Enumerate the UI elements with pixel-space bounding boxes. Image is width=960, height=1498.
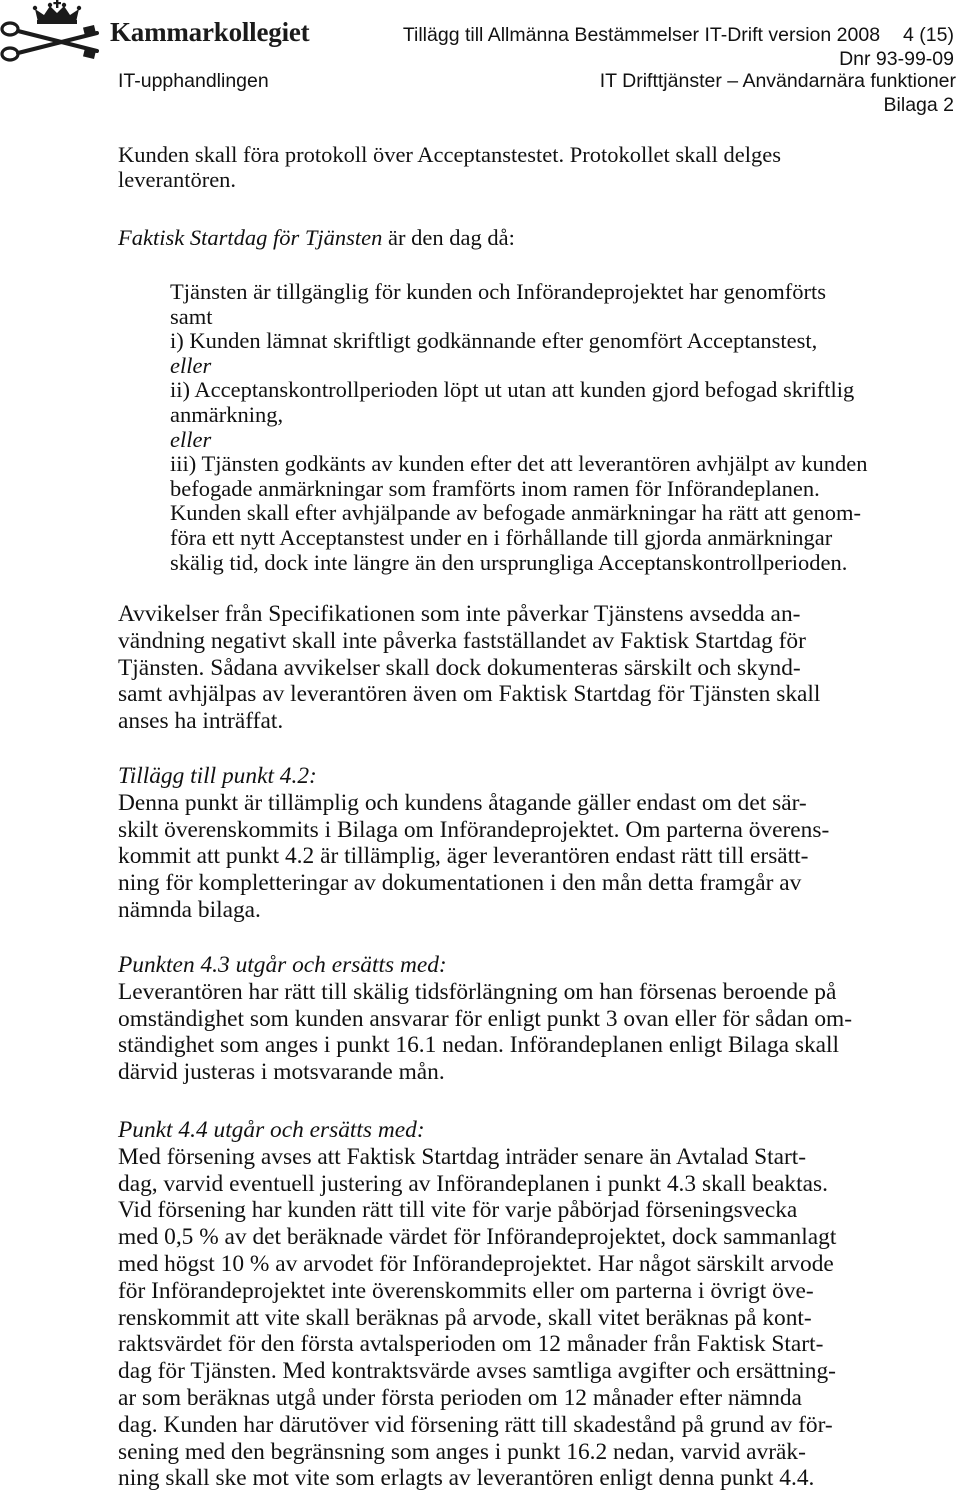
text-line: nämnda bilaga. <box>118 896 261 923</box>
text-line: därvid justeras i motsvarande mån. <box>118 1059 445 1086</box>
text-line: ar som beräknas utgå under första perioden om 12 månader efter nämnda <box>118 1384 802 1411</box>
text-line: skälig tid, dock inte längre än den ursprungliga Acceptanskontrollperioden. <box>170 549 848 575</box>
header-title-row <box>403 24 954 46</box>
defined-term: Faktisk Startdag för Tjänsten <box>118 225 383 250</box>
text-line <box>118 226 515 251</box>
text-line: föra ett nytt Acceptanstest under en i förhållande till gjorda anmärkningar <box>170 524 833 550</box>
text-line: iii) Tjänsten godkänts av kunden efter det att leverantören avhjälpt av kunden <box>170 451 868 477</box>
connector-word: eller <box>170 426 212 452</box>
text-line: i) Kunden lämnat skriftligt godkännande efter genomfört Acceptanstest, <box>170 328 818 354</box>
conditions-block <box>170 280 867 575</box>
section-heading: Punkten 4.3 utgår och ersätts med: <box>118 952 447 978</box>
text-line: dag. Kunden har därutöver vid försening rätt till skadestånd på grund av för- <box>118 1411 833 1438</box>
text-line: med 0,5 % av det beräknade värdet för Införandeprojektet, dock sammanlagt <box>118 1224 837 1251</box>
header-doc-title: Tillägg till Allmänna Bestämmelser IT-Drift version 2008 <box>402 24 881 46</box>
text-line: Leverantören har rätt till skälig tidsförlängning om han försenas beroende på <box>118 978 837 1005</box>
text-line: anmärkning, <box>170 401 284 427</box>
text-line: sening med den begränsning som anges i punkt 16.2 nedan, varvid avräk- <box>118 1438 806 1465</box>
paragraph-protocol <box>118 143 781 192</box>
text-line: Vid försening har kunden rätt till vite för varje påbörjad förseningsvecka <box>118 1197 798 1224</box>
text-line: Med försening avses att Faktisk Startdag inträder senare än Avtalad Start- <box>118 1143 807 1170</box>
text-line: för Införandeprojektet inte överenskommits eller om parterna i övrigt öve- <box>118 1277 814 1304</box>
text-line: Tjänsten. Sådana avvikelser skall dock dokumenteras särskilt och skynd- <box>118 654 801 681</box>
header-page-number: 4 (15) <box>903 24 954 46</box>
text-line: med högst 10 % av arvodet för Införandeprojektet. Har något särskilt arvode <box>118 1250 834 1277</box>
text-line: Kunden skall efter avhjälpande av befogade anmärkningar ha rätt att genom- <box>170 500 861 526</box>
section-4-3 <box>118 952 852 1086</box>
text-line: ning skall ske mot vite som erlagts av leverantören enligt denna punkt 4.4. <box>118 1465 815 1492</box>
text-line: vändning negativt skall inte påverka fastställandet av Faktisk Startdag för <box>118 627 806 654</box>
definition-text: är den dag då: <box>382 225 515 250</box>
section-4-4 <box>118 1117 836 1492</box>
section-4-2 <box>118 763 829 924</box>
section-heading: Tillägg till punkt 4.2: <box>118 763 317 789</box>
text-line: ning för kompletteringar av dokumentationen i den mån detta framgår av <box>118 870 802 897</box>
logo-emblem-icon <box>0 0 108 62</box>
text-line: raktsvärdet för den första avtalsperioden om 12 månader från Faktisk Start- <box>118 1331 824 1358</box>
text-line: leverantören. <box>118 166 237 192</box>
header-subject: IT Drifttjänster – Användarnära funktioner <box>599 70 956 92</box>
paragraph-definition <box>118 226 515 251</box>
text-line: anses ha inträffat. <box>118 708 284 735</box>
paragraph-deviations <box>118 601 820 735</box>
text-line: Tjänsten är tillgänglig för kunden och Införandeprojektet har genomförts <box>170 279 827 304</box>
text-line: samt avhjälpas av leverantören även om Faktisk Startdag för Tjänsten skall <box>118 681 821 708</box>
text-line: Denna punkt är tillämplig och kundens åtagande gäller endast om det sär- <box>118 789 807 816</box>
text-line: kommit att punkt 4.2 är tillämplig, äger leverantören endast rätt till ersätt- <box>118 843 809 870</box>
text-line: samt <box>170 303 213 329</box>
logo-text: Kammarkollegiet <box>110 17 310 47</box>
text-line: omständighet som kunden ansvarar för enligt punkt 3 ovan eller för sådan om- <box>118 1005 853 1032</box>
text-line: Kunden skall föra protokoll över Acceptanstestet. Protokollet skall delges <box>118 142 781 167</box>
text-line: Avvikelser från Specifikationen som inte påverkar Tjänstens avsedda an- <box>118 601 801 627</box>
header-unit: IT-upphandlingen <box>118 70 269 92</box>
header-appendix: Bilaga 2 <box>883 94 954 116</box>
text-line: dag, varvid eventuell justering av Införandeplanen i punkt 4.3 skall beaktas. <box>118 1170 828 1197</box>
connector-word: eller <box>170 352 212 378</box>
section-heading: Punkt 4.4 utgår och ersätts med: <box>118 1117 425 1143</box>
text-line: dag för Tjänsten. Med kontraktsvärde avses samtliga avgifter och ersättning- <box>118 1358 836 1385</box>
text-line: ii) Acceptanskontrollperioden löpt ut utan att kunden gjord befogad skriftlig <box>170 377 855 403</box>
text-line: skilt överenskommits i Bilaga om Införandeprojektet. Om parterna överens- <box>118 816 830 843</box>
text-line: befogade anmärkningar som framförts inom ramen för Införandeplanen. <box>170 475 820 501</box>
text-line: renskommit att vite skall beräknas på arvode, skall vitet beräknas på kont- <box>118 1304 812 1331</box>
text-line: ständighet som anges i punkt 16.1 nedan. Införandeplanen enligt Bilaga skall <box>118 1032 840 1059</box>
header-dnr: Dnr 93-99-09 <box>839 48 954 70</box>
